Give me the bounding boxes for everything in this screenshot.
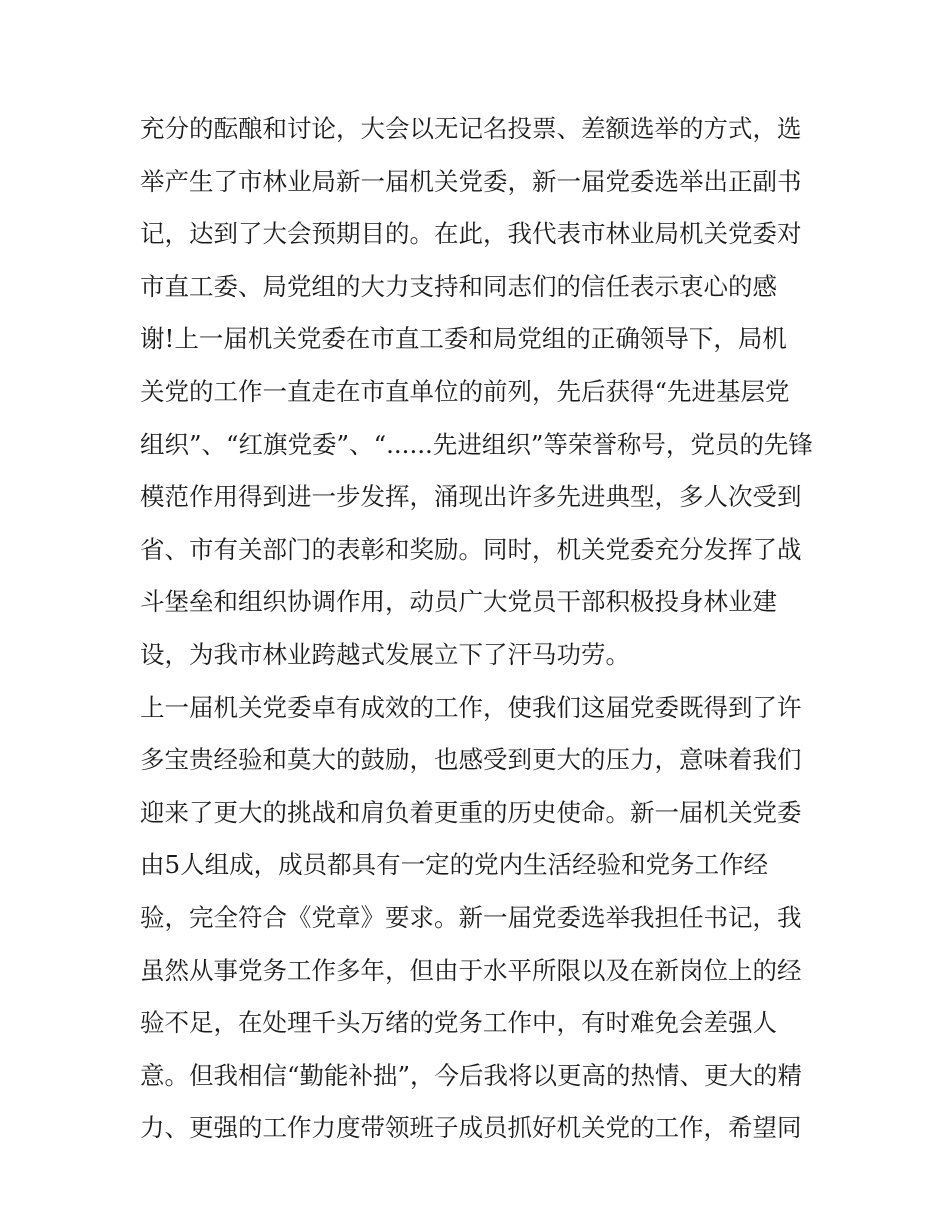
text-line: 虽然从事党务工作多年，但由于水平所限以及在新岗位上的经 [140,955,802,985]
text-line: 谢!上一届机关党委在市直工委和局党组的正确领导下，局机 [140,324,787,354]
text-line: 斗堡垒和组织协调作用，动员广大党员干部积极投身林业建 [140,587,777,617]
text-line: 验，完全符合《党章》要求。新一届党委选举我担任书记，我 [140,902,802,932]
text-line: 模范作用得到进一步发挥，涌现出许多先进典型，多人次受到 [140,482,802,512]
text-line: 意。但我相信“勤能补拙”，今后我将以更高的热情、更大的精 [140,1060,803,1090]
text-line: 省、市有关部门的表彰和奖励。同时，机关党委充分发挥了战 [140,534,802,564]
text-line: 由5人组成，成员都具有一定的党内生活经验和党务工作经 [140,850,769,880]
text-line: 组织”、“红旗党委”、“......先进组织”等荣誉称号，党员的先锋 [140,429,813,459]
text-line: 验不足，在处理千头万绪的党务工作中，有时难免会差强人 [140,1008,777,1038]
text-line: 关党的工作一直走在市直单位的前列，先后获得“先进基层党 [140,376,790,406]
text-line: 充分的酝酿和讨论，大会以无记名投票、差额选举的方式，选 [140,114,802,143]
body-text [140,103,820,1155]
text-line: 市直工委、局党组的大力支持和同志们的信任表示衷心的感 [140,271,777,301]
text-line: 力、更强的工作力度带领班子成员抓好机关党的工作，希望同 [140,1113,802,1143]
text-line: 上一届机关党委卓有成效的工作，使我们这届党委既得到了许 [140,692,802,722]
text-line: 举产生了市林业局新一届机关党委，新一届党委选举出正副书 [140,166,802,196]
text-line: 设，为我市林业跨越式发展立下了汗马功劳。 [140,639,630,669]
text-line: 迎来了更大的挑战和肩负着更重的历史使命。新一届机关党委 [140,797,802,827]
text-line: 多宝贵经验和莫大的鼓励，也感受到更大的压力，意味着我们 [140,745,802,775]
text-line: 记，达到了大会预期目的。在此，我代表市林业局机关党委对 [140,219,802,249]
